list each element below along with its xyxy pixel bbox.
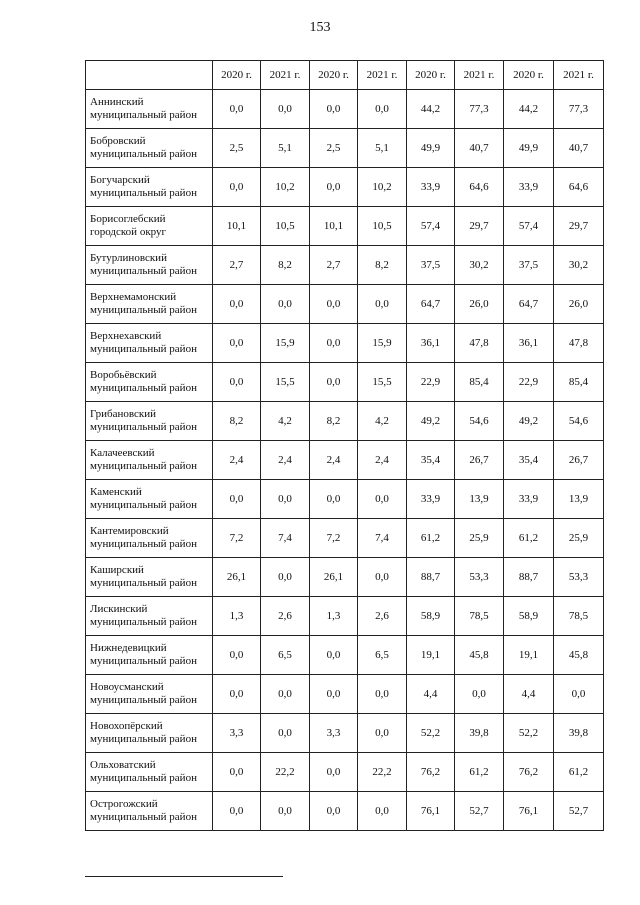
district-name-cell [86,246,213,285]
value-cell: 0,0 [358,558,407,597]
district-name: Ольховатский [90,759,156,771]
value-cell: 0,0 [213,753,261,792]
value-cell: 2,4 [310,441,358,480]
table-row [86,90,604,129]
header-cell: 2021 г. [554,61,604,90]
value-cell: 13,9 [554,480,604,519]
value-cell: 22,9 [407,363,455,402]
value-cell: 3,3 [213,714,261,753]
value-cell: 26,7 [455,441,504,480]
value-cell: 19,1 [407,636,455,675]
value-cell: 2,5 [310,129,358,168]
value-cell: 0,0 [358,675,407,714]
value-cell: 29,7 [554,207,604,246]
value-cell: 15,5 [261,363,310,402]
value-cell: 76,1 [407,792,455,831]
district-name: Богучарский [90,174,150,186]
value-cell: 13,9 [455,480,504,519]
district-name-cell [86,402,213,441]
value-cell: 2,7 [310,246,358,285]
value-cell: 15,9 [261,324,310,363]
district-name-cell [86,636,213,675]
value-cell: 0,0 [554,675,604,714]
value-cell: 7,4 [261,519,310,558]
value-cell: 7,2 [310,519,358,558]
value-cell: 85,4 [554,363,604,402]
district-name: Нижнедевицкий [90,642,167,654]
district-name: Острогожский [90,798,158,810]
value-cell: 0,0 [261,480,310,519]
table-row [86,402,604,441]
district-name: Верхнемамонский [90,291,177,303]
district-type: муниципальный район [90,655,197,667]
value-cell: 8,2 [358,246,407,285]
district-type: муниципальный район [90,187,197,199]
value-cell: 77,3 [554,90,604,129]
value-cell: 2,4 [358,441,407,480]
value-cell: 0,0 [310,285,358,324]
header-cell: 2020 г. [407,61,455,90]
district-name-cell [86,597,213,636]
value-cell: 44,2 [407,90,455,129]
header-cell [86,61,213,90]
value-cell: 52,7 [455,792,504,831]
value-cell: 22,9 [504,363,554,402]
value-cell: 1,3 [310,597,358,636]
value-cell: 33,9 [407,480,455,519]
district-name: Воробьёвский [90,369,157,381]
district-name-cell [86,792,213,831]
table-row [86,792,604,831]
header-row [86,61,604,90]
value-cell: 10,5 [261,207,310,246]
value-cell: 8,2 [213,402,261,441]
value-cell: 0,0 [310,480,358,519]
value-cell: 49,2 [504,402,554,441]
table-row [86,636,604,675]
value-cell: 0,0 [310,636,358,675]
value-cell: 8,2 [310,402,358,441]
district-name: Каменский [90,486,142,498]
district-type: муниципальный район [90,499,197,511]
value-cell: 44,2 [504,90,554,129]
value-cell: 2,4 [261,441,310,480]
value-cell: 2,6 [358,597,407,636]
value-cell: 26,0 [554,285,604,324]
value-cell: 10,5 [358,207,407,246]
value-cell: 35,4 [407,441,455,480]
value-cell: 4,4 [407,675,455,714]
value-cell: 33,9 [504,480,554,519]
value-cell: 6,5 [358,636,407,675]
value-cell: 61,2 [455,753,504,792]
value-cell: 15,9 [358,324,407,363]
page-number: 153 [309,20,331,35]
value-cell: 0,0 [213,792,261,831]
district-name: Каширский [90,564,144,576]
district-name-cell [86,168,213,207]
value-cell: 29,7 [455,207,504,246]
value-cell: 57,4 [407,207,455,246]
value-cell: 0,0 [213,363,261,402]
district-type: муниципальный район [90,733,197,745]
district-type: муниципальный район [90,382,197,394]
value-cell: 40,7 [455,129,504,168]
value-cell: 76,1 [504,792,554,831]
value-cell: 49,2 [407,402,455,441]
district-name-cell [86,207,213,246]
district-type: муниципальный район [90,265,197,277]
value-cell: 37,5 [407,246,455,285]
value-cell: 1,3 [213,597,261,636]
value-cell: 19,1 [504,636,554,675]
district-name: Кантемировский [90,525,169,537]
value-cell: 33,9 [407,168,455,207]
value-cell: 10,1 [213,207,261,246]
value-cell: 0,0 [213,324,261,363]
value-cell: 58,9 [504,597,554,636]
district-type: муниципальный район [90,811,197,823]
value-cell: 64,6 [455,168,504,207]
value-cell: 6,5 [261,636,310,675]
value-cell: 0,0 [310,753,358,792]
footnote-divider [85,876,283,877]
value-cell: 0,0 [310,675,358,714]
table-row [86,597,604,636]
value-cell: 64,7 [407,285,455,324]
value-cell: 26,1 [310,558,358,597]
table-row [86,480,604,519]
table-row [86,285,604,324]
district-type: муниципальный район [90,694,197,706]
district-name-cell [86,519,213,558]
header-cell: 2020 г. [504,61,554,90]
district-name-cell [86,324,213,363]
district-name: Калачеевский [90,447,155,459]
value-cell: 45,8 [455,636,504,675]
value-cell: 61,2 [554,753,604,792]
value-cell: 49,9 [407,129,455,168]
value-cell: 47,8 [455,324,504,363]
value-cell: 33,9 [504,168,554,207]
table-row [86,246,604,285]
value-cell: 5,1 [358,129,407,168]
value-cell: 22,2 [358,753,407,792]
district-name: Лискинский [90,603,148,615]
value-cell: 0,0 [261,90,310,129]
district-name-cell [86,129,213,168]
table-row [86,675,604,714]
value-cell: 3,3 [310,714,358,753]
value-cell: 53,3 [554,558,604,597]
value-cell: 10,2 [358,168,407,207]
value-cell: 0,0 [310,363,358,402]
value-cell: 26,7 [554,441,604,480]
value-cell: 5,1 [261,129,310,168]
value-cell: 2,5 [213,129,261,168]
header-cell: 2020 г. [310,61,358,90]
value-cell: 10,2 [261,168,310,207]
value-cell: 0,0 [213,90,261,129]
table-row [86,558,604,597]
value-cell: 0,0 [261,675,310,714]
district-name: Бутурлиновский [90,252,167,264]
value-cell: 57,4 [504,207,554,246]
district-name-cell [86,90,213,129]
district-name-cell [86,675,213,714]
header-cell: 2021 г. [455,61,504,90]
value-cell: 78,5 [554,597,604,636]
value-cell: 0,0 [310,792,358,831]
value-cell: 39,8 [554,714,604,753]
value-cell: 45,8 [554,636,604,675]
table-body [86,90,604,831]
value-cell: 52,2 [407,714,455,753]
district-type: муниципальный район [90,421,197,433]
district-name: Аннинский [90,96,144,108]
value-cell: 0,0 [310,324,358,363]
value-cell: 4,4 [504,675,554,714]
value-cell: 64,7 [504,285,554,324]
value-cell: 2,7 [213,246,261,285]
value-cell: 22,2 [261,753,310,792]
value-cell: 76,2 [504,753,554,792]
value-cell: 0,0 [310,168,358,207]
value-cell: 26,0 [455,285,504,324]
value-cell: 39,8 [455,714,504,753]
value-cell: 0,0 [213,636,261,675]
district-name: Грибановский [90,408,157,420]
value-cell: 0,0 [213,675,261,714]
table-row [86,129,604,168]
table-row [86,363,604,402]
value-cell: 25,9 [554,519,604,558]
district-name: Верхнехавский [90,330,162,342]
value-cell: 78,5 [455,597,504,636]
value-cell: 88,7 [504,558,554,597]
district-type: муниципальный район [90,148,197,160]
district-type: муниципальный район [90,772,197,784]
district-type: городской округ [90,226,167,238]
data-table [85,60,604,831]
value-cell: 0,0 [261,285,310,324]
district-type: муниципальный район [90,109,197,121]
district-name-cell [86,441,213,480]
district-name-cell [86,558,213,597]
value-cell: 49,9 [504,129,554,168]
table-row [86,441,604,480]
value-cell: 53,3 [455,558,504,597]
table-row [86,519,604,558]
value-cell: 10,1 [310,207,358,246]
value-cell: 36,1 [504,324,554,363]
header-cell: 2020 г. [213,61,261,90]
value-cell: 0,0 [358,90,407,129]
district-type: муниципальный район [90,616,197,628]
value-cell: 15,5 [358,363,407,402]
district-type: муниципальный район [90,343,197,355]
header-cell: 2021 г. [358,61,407,90]
value-cell: 54,6 [455,402,504,441]
value-cell: 26,1 [213,558,261,597]
value-cell: 76,2 [407,753,455,792]
value-cell: 0,0 [213,480,261,519]
value-cell: 0,0 [213,285,261,324]
value-cell: 4,2 [358,402,407,441]
value-cell: 30,2 [554,246,604,285]
value-cell: 0,0 [358,792,407,831]
value-cell: 0,0 [358,285,407,324]
value-cell: 35,4 [504,441,554,480]
value-cell: 36,1 [407,324,455,363]
value-cell: 52,7 [554,792,604,831]
district-type: муниципальный район [90,538,197,550]
value-cell: 7,4 [358,519,407,558]
value-cell: 2,4 [213,441,261,480]
value-cell: 40,7 [554,129,604,168]
value-cell: 58,9 [407,597,455,636]
district-name: Бобровский [90,135,146,147]
value-cell: 61,2 [504,519,554,558]
value-cell: 2,6 [261,597,310,636]
value-cell: 7,2 [213,519,261,558]
value-cell: 77,3 [455,90,504,129]
table-row [86,324,604,363]
value-cell: 8,2 [261,246,310,285]
value-cell: 88,7 [407,558,455,597]
table-row [86,168,604,207]
value-cell: 61,2 [407,519,455,558]
district-name-cell [86,285,213,324]
value-cell: 0,0 [261,558,310,597]
table-row [86,207,604,246]
value-cell: 30,2 [455,246,504,285]
value-cell: 0,0 [455,675,504,714]
value-cell: 4,2 [261,402,310,441]
value-cell: 0,0 [261,792,310,831]
district-name-cell [86,480,213,519]
value-cell: 0,0 [261,714,310,753]
header-cell: 2021 г. [261,61,310,90]
value-cell: 47,8 [554,324,604,363]
value-cell: 37,5 [504,246,554,285]
value-cell: 54,6 [554,402,604,441]
value-cell: 0,0 [213,168,261,207]
value-cell: 0,0 [358,480,407,519]
value-cell: 85,4 [455,363,504,402]
district-type: муниципальный район [90,577,197,589]
district-name-cell [86,714,213,753]
value-cell: 52,2 [504,714,554,753]
district-name: Новоусманский [90,681,164,693]
value-cell: 64,6 [554,168,604,207]
value-cell: 0,0 [310,90,358,129]
value-cell: 0,0 [358,714,407,753]
district-name-cell [86,363,213,402]
district-name: Новохопёрский [90,720,163,732]
district-name: Борисоглебский [90,213,166,225]
district-type: муниципальный район [90,304,197,316]
district-type: муниципальный район [90,460,197,472]
table-row [86,753,604,792]
table-row [86,714,604,753]
value-cell: 25,9 [455,519,504,558]
district-name-cell [86,753,213,792]
